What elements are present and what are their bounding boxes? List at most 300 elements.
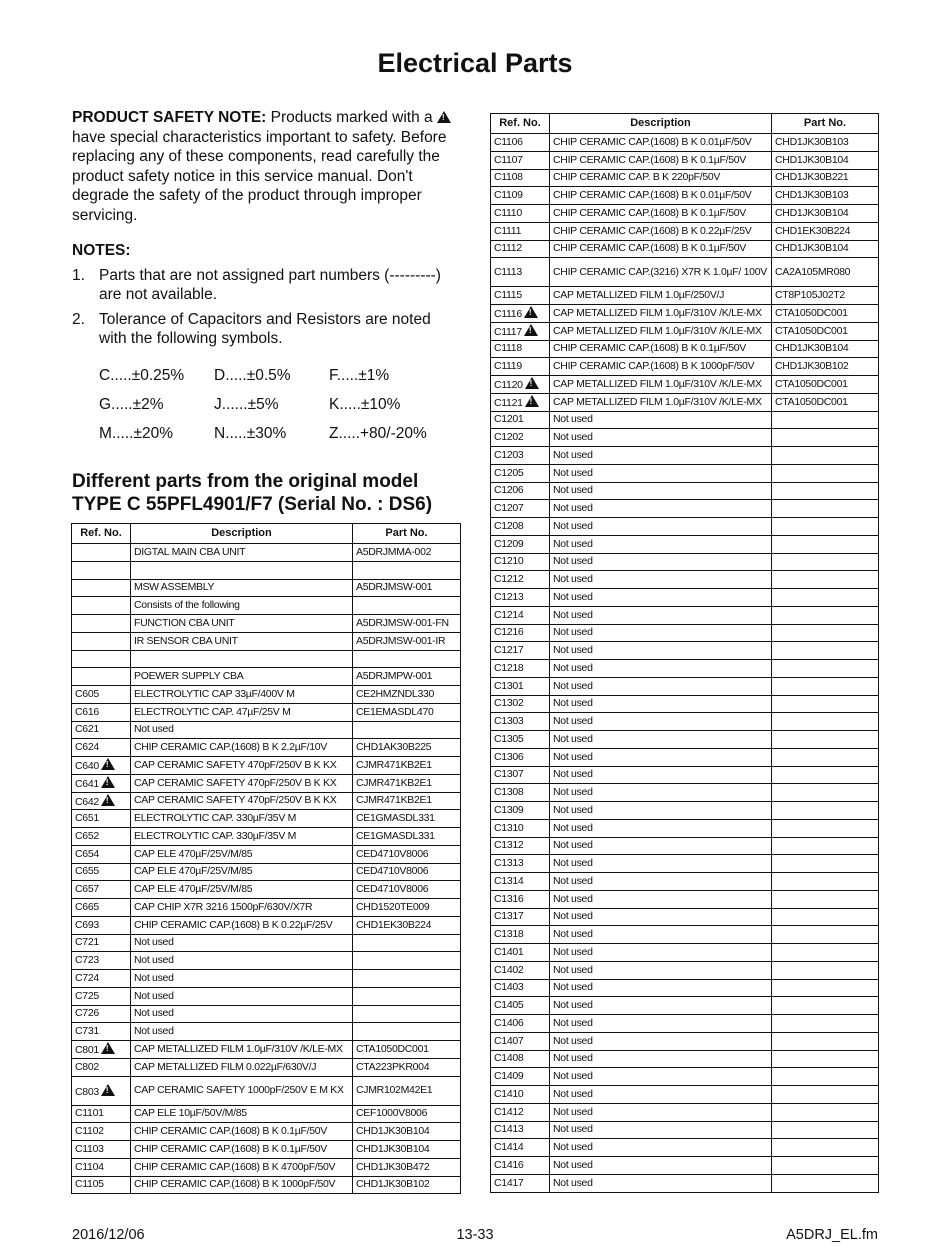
description-cell: CHIP CERAMIC CAP.(1608) B K 1000pF/50V [131, 1176, 353, 1194]
part-no-cell: CTA223PKR004 [353, 1058, 461, 1076]
ref-no: C731 [75, 1025, 99, 1038]
product-safety-note [72, 108, 460, 226]
part-no-cell [353, 970, 461, 988]
ref-no: C1104 [75, 1160, 104, 1173]
part-no-cell: CJMR471KB2E1 [353, 774, 461, 792]
ref-no-cell [491, 340, 550, 358]
tolerance-symbols [99, 366, 460, 443]
table-row [72, 774, 461, 792]
ref-no: C1201 [494, 413, 524, 426]
ref-no: C1405 [494, 999, 524, 1012]
description-cell: CAP CERAMIC SAFETY 470pF/250V B K KX [131, 774, 353, 792]
description-cell: Not used [550, 1032, 772, 1050]
ref-no-cell [491, 1050, 550, 1068]
ref-no: C693 [75, 918, 99, 931]
description-cell: CAP METALLIZED FILM 1.0µF/310V /K/LE-MX [550, 322, 772, 340]
description-cell: CAP CHIP X7R 3216 1500pF/630V/X7R [131, 899, 353, 917]
part-no-cell [353, 561, 461, 579]
warning-triangle-icon [101, 776, 115, 788]
different-parts-heading-line-2: TYPE C 55PFL4901/F7 (Serial No. : DS6) [72, 494, 433, 515]
description-cell: CHIP CERAMIC CAP.(3216) X7R K 1.0µF/ 100V [550, 258, 772, 287]
ref-no-cell [491, 624, 550, 642]
ref-no: C1306 [494, 750, 524, 763]
description-cell: CAP METALLIZED FILM 1.0µF/310V /K/LE-MX [550, 376, 772, 394]
table-row [491, 553, 879, 571]
ref-no-cell [491, 766, 550, 784]
description-cell: CAP CERAMIC SAFETY 470pF/250V B K KX [131, 792, 353, 810]
ref-no-cell [491, 429, 550, 447]
description-cell: Not used [550, 1086, 772, 1104]
left-table-body [72, 544, 461, 1194]
ref-no: C1406 [494, 1016, 524, 1029]
part-no-cell [772, 784, 879, 802]
table-row [491, 1068, 879, 1086]
table-row [491, 429, 879, 447]
ref-no-cell [72, 916, 131, 934]
ref-no: C1403 [494, 981, 524, 994]
description-cell: Not used [550, 926, 772, 944]
ref-no: C1206 [494, 484, 524, 497]
part-no-cell: CHD1EK30B224 [353, 916, 461, 934]
page-title: Electrical Parts [377, 48, 573, 78]
description-cell: Not used [131, 1023, 353, 1041]
part-no-cell [772, 695, 879, 713]
part-no-cell [772, 447, 879, 465]
description-cell: ELECTROLYTIC CAP. 47µF/25V M [131, 703, 353, 721]
description-cell: ELECTROLYTIC CAP 33µF/400V M [131, 686, 353, 704]
description-cell: Not used [550, 553, 772, 571]
description-cell: CHIP CERAMIC CAP.(1608) B K 0.22µF/25V [131, 916, 353, 934]
description-cell: CAP METALLIZED FILM 1.0µF/250V/J [550, 287, 772, 305]
part-no-cell [772, 731, 879, 749]
ref-no-cell [72, 561, 131, 579]
tolerance-d: D.....±0.5% [214, 366, 291, 384]
footer-filename: A5DRJ_EL.fm [786, 1227, 878, 1243]
table-row [72, 757, 461, 775]
ref-no: C1111 [494, 224, 522, 237]
part-no-cell [772, 979, 879, 997]
note-item [72, 310, 460, 349]
table-header-row [491, 114, 879, 134]
part-no-cell [772, 944, 879, 962]
ref-no-cell [491, 393, 550, 411]
part-no-cell: CA2A105MR080 [772, 258, 879, 287]
part-no-cell [772, 677, 879, 695]
part-no-cell: CED4710V8006 [353, 881, 461, 899]
part-no-cell [772, 1015, 879, 1033]
table-row [72, 1141, 461, 1159]
ref-no-cell [72, 632, 131, 650]
table-row [491, 222, 879, 240]
ref-no-cell [72, 1058, 131, 1076]
ref-no: C1305 [494, 732, 524, 745]
description-cell: CAP METALLIZED FILM 1.0µF/310V /K/LE-MX [550, 305, 772, 323]
description-cell: Not used [550, 1015, 772, 1033]
part-no-cell [772, 1068, 879, 1086]
part-no-cell: CHD1JK30B221 [772, 169, 879, 187]
ref-no-cell [491, 606, 550, 624]
table-row [72, 544, 461, 562]
ref-no: C1119 [494, 360, 522, 373]
part-no-cell [772, 553, 879, 571]
description-cell: Not used [550, 802, 772, 820]
ref-no-cell [72, 1105, 131, 1123]
ref-no-cell [491, 376, 550, 394]
warning-triangle-icon [101, 1042, 115, 1054]
tolerance-m: M.....±20% [99, 424, 173, 442]
description-cell: Not used [550, 464, 772, 482]
part-no-cell: A5DRJMMA-002 [353, 544, 461, 562]
ref-no: C1108 [494, 171, 523, 184]
warning-triangle-icon [101, 1084, 115, 1096]
description-cell: Not used [550, 1103, 772, 1121]
ref-no-cell [491, 784, 550, 802]
table-row [72, 597, 461, 615]
ref-no: C1310 [494, 821, 524, 834]
ref-no: C1303 [494, 715, 524, 728]
ref-no-cell [72, 952, 131, 970]
description-cell: CAP ELE 470µF/25V/M/85 [131, 881, 353, 899]
description-cell: Not used [550, 589, 772, 607]
ref-no: C1105 [75, 1178, 104, 1191]
table-row [491, 873, 879, 891]
ref-no: C1207 [494, 502, 524, 515]
ref-no: C725 [75, 989, 99, 1002]
table-row [72, 721, 461, 739]
ref-no: C641 [75, 778, 99, 791]
table-row [72, 668, 461, 686]
table-row [491, 393, 879, 411]
table-row [491, 997, 879, 1015]
description-cell: Not used [550, 1068, 772, 1086]
table-row [72, 1076, 461, 1105]
ref-no-cell [491, 1086, 550, 1104]
table-row [72, 703, 461, 721]
ref-no-cell [72, 1041, 131, 1059]
safety-note-lead: PRODUCT SAFETY NOTE: [72, 109, 267, 126]
description-cell: CAP CERAMIC SAFETY 1000pF/250V E M KX [131, 1076, 353, 1105]
part-no-cell: CHD1JK30B472 [353, 1158, 461, 1176]
description-cell: Not used [550, 1139, 772, 1157]
part-no-cell: CE1GMASDL331 [353, 828, 461, 846]
table-row [491, 305, 879, 323]
ref-no: C624 [75, 741, 99, 754]
part-no-cell [772, 429, 879, 447]
note-number: 2. [72, 310, 85, 328]
table-row [491, 837, 879, 855]
part-no-cell [772, 873, 879, 891]
part-no-cell [772, 766, 879, 784]
part-no-cell: CJMR102M42E1 [353, 1076, 461, 1105]
part-no-cell [772, 1050, 879, 1068]
part-no-cell: CHD1EK30B224 [772, 222, 879, 240]
ref-no: C1316 [494, 892, 524, 905]
ref-no-header: Ref. No. [72, 524, 131, 544]
description-cell: POEWER SUPPLY CBA [131, 668, 353, 686]
ref-no-cell [491, 1032, 550, 1050]
description-header: Description [131, 524, 353, 544]
ref-no-cell [491, 205, 550, 223]
ref-no: C1103 [75, 1142, 104, 1155]
ref-no: C1216 [494, 626, 524, 639]
description-cell: Not used [550, 997, 772, 1015]
ref-no-cell [491, 535, 550, 553]
ref-no: C605 [75, 687, 99, 700]
table-row [491, 1139, 879, 1157]
ref-no: C1308 [494, 786, 524, 799]
table-row [491, 1121, 879, 1139]
description-cell: Not used [550, 1121, 772, 1139]
ref-no-cell [72, 1123, 131, 1141]
description-cell: Not used [550, 606, 772, 624]
ref-no: C642 [75, 795, 99, 808]
description-cell: Not used [550, 695, 772, 713]
table-row [491, 258, 879, 287]
description-cell [131, 561, 353, 579]
ref-no: C1110 [494, 206, 522, 219]
part-no-cell: CHD1JK30B102 [353, 1176, 461, 1194]
ref-no: C1106 [494, 135, 523, 148]
description-cell: Not used [550, 979, 772, 997]
table-row [491, 518, 879, 536]
part-no-cell [353, 650, 461, 668]
ref-no-cell [491, 890, 550, 908]
ref-no-cell [491, 411, 550, 429]
table-row [72, 579, 461, 597]
description-cell: ELECTROLYTIC CAP. 330µF/35V M [131, 810, 353, 828]
description-cell: FUNCTION CBA UNIT [131, 615, 353, 633]
description-cell: Not used [131, 952, 353, 970]
warning-triangle-icon [101, 794, 115, 806]
ref-no-cell [491, 837, 550, 855]
part-no-cell [353, 952, 461, 970]
table-row [491, 589, 879, 607]
description-cell: Not used [550, 447, 772, 465]
description-cell: Not used [131, 934, 353, 952]
ref-no-cell [72, 597, 131, 615]
ref-no-cell [72, 579, 131, 597]
part-no-cell [772, 837, 879, 855]
ref-no: C651 [75, 812, 99, 825]
table-row [491, 890, 879, 908]
ref-no: C1218 [494, 661, 524, 674]
ref-no-cell [491, 1015, 550, 1033]
description-cell: Not used [131, 987, 353, 1005]
ref-no: C652 [75, 829, 99, 842]
part-no-cell: CHD1JK30B104 [772, 205, 879, 223]
part-no-cell: CE1GMASDL331 [353, 810, 461, 828]
table-row [72, 1158, 461, 1176]
ref-no-cell [72, 703, 131, 721]
description-cell: CAP ELE 470µF/25V/M/85 [131, 845, 353, 863]
table-row [491, 979, 879, 997]
different-parts-heading [72, 470, 472, 516]
part-no-cell [772, 1103, 879, 1121]
description-cell: CHIP CERAMIC CAP.(1608) B K 1000pF/50V [550, 358, 772, 376]
table-row [72, 1005, 461, 1023]
different-parts-heading-line-1: Different parts from the original model [72, 471, 419, 492]
ref-no-cell [491, 926, 550, 944]
ref-no: C1414 [494, 1141, 524, 1154]
ref-no-cell [491, 1174, 550, 1192]
table-row [491, 908, 879, 926]
part-no-cell: CTA1050DC001 [772, 376, 879, 394]
ref-no: C1205 [494, 466, 524, 479]
part-no-cell [772, 589, 879, 607]
part-no-cell [353, 987, 461, 1005]
right-table-body [491, 134, 879, 1193]
table-row [491, 624, 879, 642]
table-row [491, 1103, 879, 1121]
part-no-cell: CHD1JK30B103 [772, 134, 879, 152]
ref-no-cell [491, 997, 550, 1015]
description-cell: Not used [550, 677, 772, 695]
ref-no-cell [491, 819, 550, 837]
table-row [491, 151, 879, 169]
part-no-cell [772, 713, 879, 731]
table-row [72, 650, 461, 668]
ref-no: C1302 [494, 697, 524, 710]
ref-no-cell [72, 686, 131, 704]
description-cell: DIGTAL MAIN CBA UNIT [131, 544, 353, 562]
ref-no-cell [72, 721, 131, 739]
ref-no: C802 [75, 1060, 99, 1073]
description-cell: CAP METALLIZED FILM 1.0µF/310V /K/LE-MX [131, 1041, 353, 1059]
table-row [491, 695, 879, 713]
ref-no: C665 [75, 900, 99, 913]
ref-no: C721 [75, 936, 99, 949]
ref-no: C1317 [494, 910, 524, 923]
ref-no-cell [72, 863, 131, 881]
ref-no-cell [491, 287, 550, 305]
ref-no-cell [491, 979, 550, 997]
part-no-cell [772, 464, 879, 482]
part-no-cell [353, 1023, 461, 1041]
ref-no-cell [72, 757, 131, 775]
ref-no-cell [491, 258, 550, 287]
description-cell: Not used [550, 855, 772, 873]
table-row [491, 482, 879, 500]
table-row [491, 205, 879, 223]
table-header-row [72, 524, 461, 544]
ref-no: C1214 [494, 608, 524, 621]
description-cell: Not used [550, 731, 772, 749]
table-row [72, 899, 461, 917]
table-row [72, 1105, 461, 1123]
table-row [491, 819, 879, 837]
table-row [72, 1176, 461, 1194]
ref-no: C1101 [75, 1107, 104, 1120]
description-cell: Not used [550, 411, 772, 429]
ref-no-cell [72, 739, 131, 757]
part-no-cell [772, 518, 879, 536]
table-row [491, 606, 879, 624]
warning-triangle-icon [524, 324, 538, 336]
table-row [72, 1123, 461, 1141]
ref-no-cell [491, 447, 550, 465]
ref-no-cell [491, 1139, 550, 1157]
ref-no-cell [72, 970, 131, 988]
table-row [72, 792, 461, 810]
ref-no: C654 [75, 847, 99, 860]
table-row [491, 500, 879, 518]
ref-no-cell [491, 748, 550, 766]
description-cell: Not used [550, 500, 772, 518]
safety-note-text-1: Products marked with a [270, 109, 433, 126]
part-no-cell [353, 1005, 461, 1023]
part-no-cell [772, 606, 879, 624]
description-cell: CAP ELE 470µF/25V/M/85 [131, 863, 353, 881]
table-row [72, 952, 461, 970]
ref-no: C726 [75, 1007, 99, 1020]
ref-no-cell [491, 151, 550, 169]
ref-no: C1412 [494, 1105, 524, 1118]
ref-no-cell [491, 169, 550, 187]
ref-no-cell [72, 899, 131, 917]
part-no-cell: CEF1000V8006 [353, 1105, 461, 1123]
part-no-cell: CTA1050DC001 [772, 305, 879, 323]
tolerance-n: N.....±30% [214, 424, 287, 442]
tolerance-j: J......±5% [214, 395, 279, 413]
ref-no: C657 [75, 883, 99, 896]
part-no-cell: CHD1JK30B104 [772, 340, 879, 358]
ref-no: C1118 [494, 342, 522, 355]
table-row [491, 1015, 879, 1033]
note-text: Tolerance of Capacitors and Resistors are noted with the following symbols. [99, 310, 431, 348]
ref-no: C1121 [494, 397, 523, 410]
description-cell: Not used [550, 518, 772, 536]
part-no-cell: CHD1JK30B104 [772, 151, 879, 169]
ref-no: C801 [75, 1044, 99, 1057]
description-cell: CHIP CERAMIC CAP.(1608) B K 2.2µF/10V [131, 739, 353, 757]
ref-no-cell [491, 358, 550, 376]
note-item [72, 266, 460, 305]
ref-no-cell [72, 1176, 131, 1194]
description-cell: Not used [550, 908, 772, 926]
right-parts-table [490, 113, 879, 1193]
part-no-cell [772, 1139, 879, 1157]
part-no-cell [772, 642, 879, 660]
ref-no-cell [72, 1141, 131, 1159]
ref-no-cell [491, 240, 550, 258]
ref-no-cell [72, 792, 131, 810]
ref-no-cell [491, 873, 550, 891]
ref-no: C1208 [494, 519, 524, 532]
description-cell: Not used [550, 482, 772, 500]
table-row [491, 287, 879, 305]
ref-no: C1417 [494, 1176, 524, 1189]
ref-no-cell [491, 571, 550, 589]
part-no-cell: CTA1050DC001 [353, 1041, 461, 1059]
table-row [72, 934, 461, 952]
ref-no-cell [72, 828, 131, 846]
ref-no: C1402 [494, 963, 524, 976]
description-cell: Not used [550, 1050, 772, 1068]
ref-no-cell [72, 1158, 131, 1176]
ref-no: C1210 [494, 555, 524, 568]
ref-no-cell [491, 187, 550, 205]
ref-no: C1213 [494, 590, 524, 603]
ref-no-cell [491, 642, 550, 660]
part-no-header: Part No. [353, 524, 461, 544]
part-no-cell: CHD1JK30B104 [353, 1141, 461, 1159]
table-row [491, 677, 879, 695]
part-no-cell [772, 1086, 879, 1104]
table-row [491, 1086, 879, 1104]
ref-no: C1307 [494, 768, 524, 781]
ref-no-cell [491, 553, 550, 571]
description-cell: CHIP CERAMIC CAP.(1608) B K 0.01µF/50V [550, 187, 772, 205]
